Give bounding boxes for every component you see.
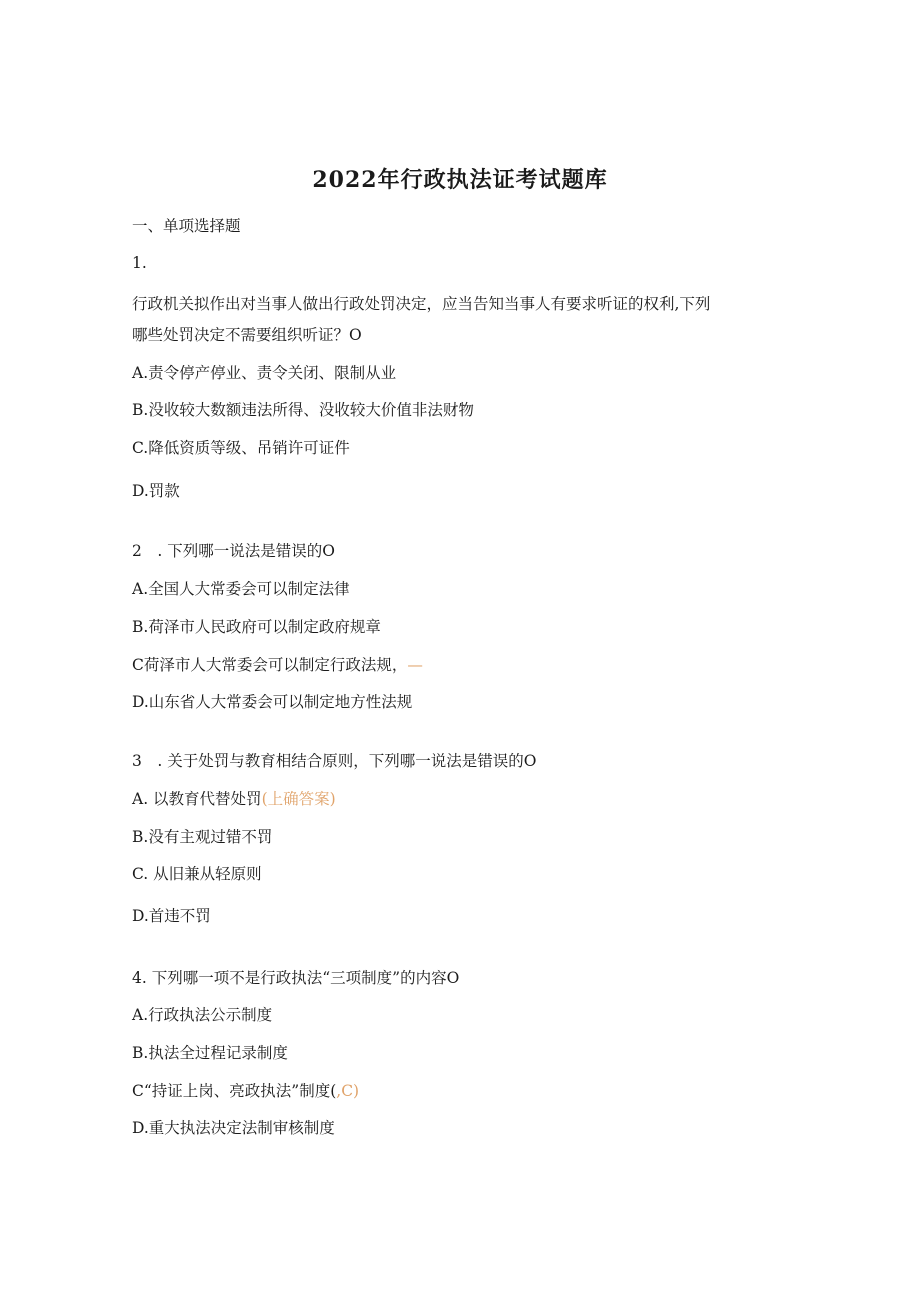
q1-option-b: B.没收较大数额违法所得、没收较大价值非法财物: [132, 401, 474, 419]
q1-number: 1.: [132, 254, 147, 272]
q3-answer-mark: (上确答案): [261, 790, 336, 808]
q2-option-b: B.荷泽市人民政府可以制定政府规章: [132, 618, 381, 636]
q3-option-b: B.没有主观过错不罚: [132, 828, 273, 846]
q4-option-c-mark: ,C): [336, 1082, 360, 1100]
q4-option-c-text: C“持证上岗、亮政执法”制度(: [132, 1082, 337, 1100]
q4-option-b: B.执法全过程记录制度: [132, 1044, 288, 1062]
q3-option-a: [132, 789, 336, 809]
q1-stem-line2: 哪些处罚决定不需要组织听证？O: [132, 326, 362, 344]
q1-stem-line1: 行政机关拟作出对当事人做出行政处罚决定，应当告知当事人有要求听证的权利,下列: [132, 295, 711, 313]
q2-option-c-mark: —: [407, 656, 423, 674]
q2-option-c-text: C荷泽市人大常委会可以制定行政法规，: [132, 656, 408, 674]
document-title: 2022年行政执法证考试题库: [312, 167, 608, 193]
q3-stem: 3 . 关于处罚与教育相结合原则，下列哪一说法是错误的O: [132, 752, 537, 770]
q1-option-a: A.责令停产停业、责令关闭、限制从业: [132, 364, 397, 382]
q2-option-d: D.山东省人大常委会可以制定地方性法规: [132, 693, 413, 711]
q2-option-c: [132, 655, 423, 675]
q3-option-a-text: A. 以教育代替处罚: [132, 790, 262, 808]
q3-option-d: D.首违不罚: [132, 907, 211, 925]
q1-option-d: D.罚款: [132, 482, 180, 500]
q4-option-a: A.行政执法公示制度: [132, 1006, 273, 1024]
q2-stem: 2 . 下列哪一说法是错误的O: [132, 542, 335, 560]
section-heading: 一、单项选择题: [132, 217, 241, 235]
q4-option-c: [132, 1081, 359, 1101]
q4-stem: 4. 下列哪一项不是行政执法“三项制度”的内容O: [132, 969, 460, 987]
q4-option-d: D.重大执法决定法制审核制度: [132, 1119, 335, 1137]
q1-option-c: C.降低资质等级、吊销许可证件: [132, 439, 350, 457]
q2-option-a: A.全国人大常委会可以制定法律: [132, 580, 350, 598]
q3-option-c: C. 从旧兼从轻原则: [132, 865, 262, 883]
